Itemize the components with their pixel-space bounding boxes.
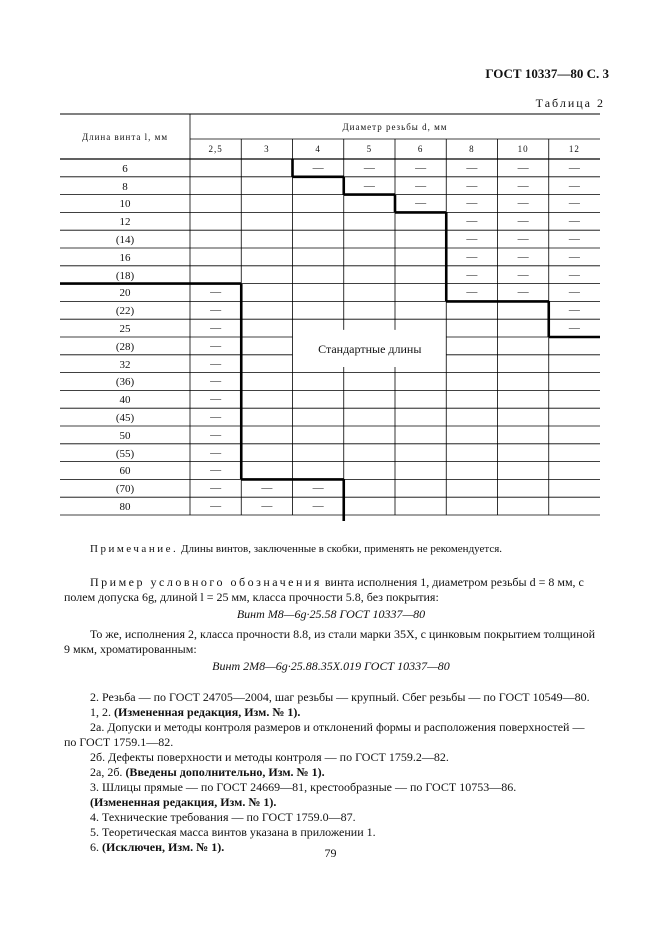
- length-label: 80: [119, 501, 131, 514]
- length-label: (14): [115, 234, 135, 247]
- length-label: 16: [119, 251, 131, 264]
- dash-cell: —: [517, 161, 529, 174]
- dash-cell: —: [261, 500, 273, 513]
- diameter-header: 2,5: [208, 144, 223, 154]
- dash-cell: —: [261, 482, 273, 495]
- length-label: (55): [115, 447, 135, 460]
- col-group-header: Диаметр резьбы d, мм: [342, 121, 448, 132]
- item-3: 3. Шлицы прямые — по ГОСТ 24669—81, крестообразные — по ГОСТ 10753—86.: [90, 780, 517, 794]
- dash-cell: —: [466, 233, 478, 246]
- table-note: [90, 543, 502, 555]
- dash-cell: —: [517, 197, 529, 210]
- length-label: 20: [119, 287, 131, 300]
- dash-cell: —: [568, 233, 580, 246]
- dash-cell: —: [210, 500, 222, 513]
- dash-cell: —: [568, 197, 580, 210]
- example-paragraph: [64, 575, 598, 605]
- row-header: Длина винта l, мм: [81, 131, 169, 142]
- dash-cell: —: [210, 482, 222, 495]
- item-1-2-num: 1, 2.: [90, 705, 114, 719]
- item-2ab-bold: (Введены дополнительно, Изм. № 1).: [125, 765, 325, 779]
- item-6-bold: (Исключен, Изм. № 1).: [102, 840, 225, 854]
- dash-cell: —: [568, 286, 580, 299]
- length-label: 60: [119, 465, 131, 478]
- item-4: 4. Технические требования — по ГОСТ 1759.0—87.: [90, 810, 356, 824]
- diameter-header: 8: [469, 144, 475, 154]
- dash-cell: —: [568, 179, 580, 192]
- length-label: (45): [115, 412, 135, 425]
- dash-cell: —: [466, 179, 478, 192]
- page-header: ГОСТ 10337—80 С. 3: [485, 66, 609, 81]
- page-number: 79: [324, 846, 337, 860]
- item-1-2-bold: (Измененная редакция, Изм. № 1).: [114, 705, 301, 719]
- item-2ab-num: 2а, 2б.: [90, 765, 126, 779]
- length-label: (18): [115, 269, 135, 282]
- item-2: 2. Резьба — по ГОСТ 24705—2004, шаг резьбы — крупный. Сбег резьбы — по ГОСТ 10549—80.: [90, 690, 590, 704]
- dash-cell: —: [210, 411, 222, 424]
- dash-cell: —: [568, 161, 580, 174]
- length-label: 32: [119, 358, 131, 371]
- dash-cell: —: [466, 286, 478, 299]
- dash-cell: —: [568, 322, 580, 335]
- length-label: (36): [115, 376, 135, 389]
- designation-1: Винт М8—6g·25.58 ГОСТ 10337—80: [236, 607, 426, 621]
- example-paragraph-2: То же, исполнения 2, класса прочности 8.8, из стали марки 35Х, с цинковым покрытием толщиной 9 мкм, хроматированным:: [64, 627, 596, 656]
- dash-cell: —: [517, 215, 529, 228]
- item-6-num: 6.: [90, 840, 102, 854]
- dash-cell: —: [415, 197, 427, 210]
- length-label: 40: [119, 394, 131, 407]
- dash-cell: —: [210, 428, 222, 441]
- dash-cell: —: [517, 250, 529, 263]
- item-2a: 2а. Допуски и методы контроля размеров и отклонений формы и расположения поверхностей — по ГОСТ 1759.1—82.: [64, 720, 585, 749]
- length-label: 25: [119, 323, 131, 336]
- dash-cell: —: [517, 179, 529, 192]
- dash-cell: —: [517, 286, 529, 299]
- dash-cell: —: [568, 250, 580, 263]
- note-text: Длины винтов, заключенные в скобки, применять не рекомендуется.: [178, 543, 503, 555]
- dash-cell: —: [312, 161, 324, 174]
- diameter-header: 3: [264, 144, 270, 154]
- item-5: 5. Теоретическая масса винтов указана в приложении 1.: [90, 825, 376, 839]
- dash-cell: —: [210, 357, 222, 370]
- length-label: 10: [119, 198, 131, 211]
- dash-cell: —: [312, 500, 324, 513]
- dash-cell: —: [466, 268, 478, 281]
- dash-cell: —: [210, 393, 222, 406]
- diameter-header: 6: [417, 144, 424, 154]
- note-label: Примечание.: [90, 543, 179, 555]
- dash-cell: —: [210, 322, 222, 335]
- length-label: 8: [122, 180, 128, 193]
- length-label: (22): [115, 305, 135, 318]
- dash-cell: —: [210, 339, 222, 352]
- item-2b: 2б. Дефекты поверхности и методы контроля — по ГОСТ 1759.2—82.: [90, 750, 449, 764]
- dash-cell: —: [568, 304, 580, 317]
- example-label: Пример условного обозначения: [90, 575, 322, 589]
- dash-cell: —: [210, 464, 222, 477]
- dash-cell: —: [466, 250, 478, 263]
- dash-cell: —: [415, 179, 427, 192]
- designation-2: Винт 2М8—6g·25.88.35Х.019 ГОСТ 10337—80: [212, 659, 450, 673]
- dash-cell: —: [466, 197, 478, 210]
- dash-cell: —: [466, 215, 478, 228]
- dash-cell: —: [363, 161, 375, 174]
- dash-cell: —: [568, 215, 580, 228]
- length-label: 12: [119, 216, 131, 229]
- dash-cell: —: [210, 446, 222, 459]
- item-3-amend: (Измененная редакция, Изм. № 1).: [90, 795, 277, 809]
- diameter-header: 5: [366, 144, 373, 154]
- dash-cell: —: [466, 161, 478, 174]
- item-1-2-amend: [90, 705, 598, 720]
- table-caption: Таблица 2: [535, 96, 605, 110]
- length-label: (28): [115, 340, 135, 353]
- diameter-header: 12: [568, 144, 580, 154]
- item-2ab-amend: [90, 765, 598, 780]
- dash-cell: —: [210, 304, 222, 317]
- dash-cell: —: [415, 161, 427, 174]
- example-text: винта исполнения 1, диаметром резьбы d = 8 мм, с полем допуска 6g, длиной l = 25 мм, класса прочности 5.8, без покрытия:: [64, 575, 584, 604]
- length-label: (70): [115, 483, 135, 496]
- dash-cell: —: [568, 268, 580, 281]
- dash-cell: —: [363, 179, 375, 192]
- dash-cell: —: [312, 482, 324, 495]
- dash-cell: —: [517, 233, 529, 246]
- dash-cell: —: [210, 286, 222, 299]
- dash-cell: —: [210, 375, 222, 388]
- dash-cell: —: [517, 268, 529, 281]
- length-label: 50: [119, 429, 131, 442]
- diameter-header: 10: [517, 144, 529, 154]
- standard-lengths-label: Стандартные длины: [299, 332, 442, 368]
- diameter-header: 4: [315, 144, 321, 154]
- length-label: 6: [122, 162, 128, 175]
